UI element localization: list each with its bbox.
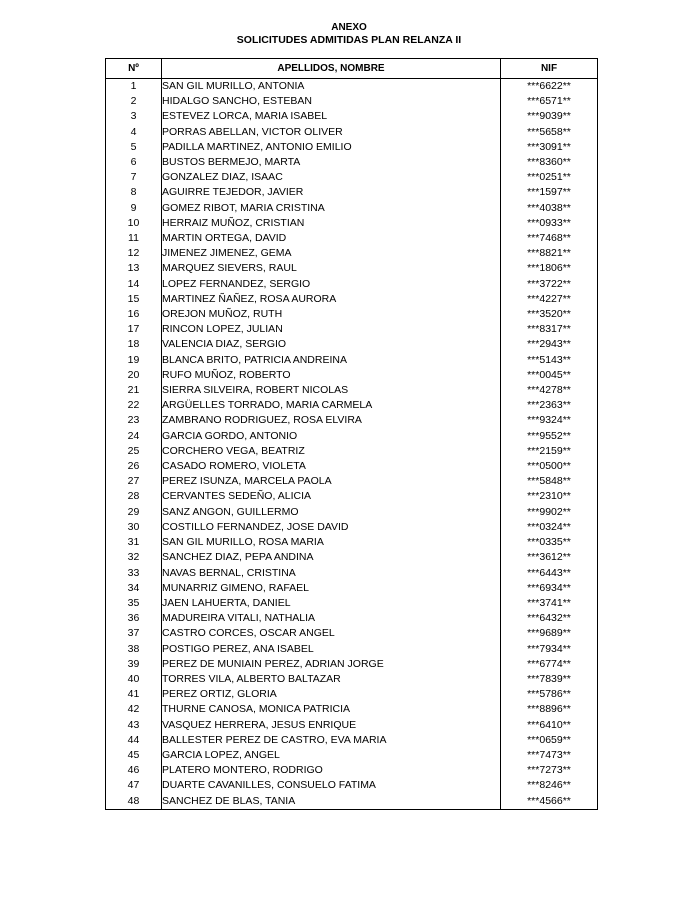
applicant-nif: ***9039** (501, 109, 598, 124)
row-number: 27 (106, 474, 162, 489)
applicant-name: SANCHEZ DE BLAS, TANIA (162, 794, 501, 810)
row-number: 44 (106, 733, 162, 748)
table-row (106, 231, 598, 246)
table-row (106, 459, 598, 474)
table-row (106, 413, 598, 428)
table-row (106, 626, 598, 641)
row-number: 47 (106, 778, 162, 793)
applicant-name: HIDALGO SANCHO, ESTEBAN (162, 94, 501, 109)
applicant-name: MARTIN ORTEGA, DAVID (162, 231, 501, 246)
applicant-name: BUSTOS BERMEJO, MARTA (162, 155, 501, 170)
applicant-nif: ***6410** (501, 718, 598, 733)
row-number: 15 (106, 292, 162, 307)
row-number: 6 (106, 155, 162, 170)
applicant-name: MARQUEZ SIEVERS, RAUL (162, 261, 501, 276)
applicant-name: JIMENEZ JIMENEZ, GEMA (162, 246, 501, 261)
applicant-nif: ***6571** (501, 94, 598, 109)
row-number: 48 (106, 794, 162, 810)
applicant-nif: ***7473** (501, 748, 598, 763)
applicant-name: BLANCA BRITO, PATRICIA ANDREINA (162, 353, 501, 368)
applicant-nif: ***8360** (501, 155, 598, 170)
row-number: 2 (106, 94, 162, 109)
applicant-nif: ***1806** (501, 261, 598, 276)
table-row (106, 94, 598, 109)
applicant-nif: ***2363** (501, 398, 598, 413)
applicant-nif: ***0251** (501, 170, 598, 185)
applicant-nif: ***8896** (501, 702, 598, 717)
table-row (106, 155, 598, 170)
table-row (106, 596, 598, 611)
row-number: 41 (106, 687, 162, 702)
applicant-name: GARCIA LOPEZ, ANGEL (162, 748, 501, 763)
row-number: 20 (106, 368, 162, 383)
table-row (106, 474, 598, 489)
applicant-name: TORRES VILA, ALBERTO BALTAZAR (162, 672, 501, 687)
applicant-nif: ***6774** (501, 657, 598, 672)
applicant-nif: ***6622** (501, 79, 598, 95)
row-number: 45 (106, 748, 162, 763)
applicant-nif: ***5658** (501, 125, 598, 140)
applicant-nif: ***0335** (501, 535, 598, 550)
row-number: 21 (106, 383, 162, 398)
applicant-nif: ***5143** (501, 353, 598, 368)
table-row (106, 535, 598, 550)
applicant-name: GARCIA GORDO, ANTONIO (162, 429, 501, 444)
table-row (106, 657, 598, 672)
applicant-nif: ***0045** (501, 368, 598, 383)
applicant-name: RUFO MUÑOZ, ROBERTO (162, 368, 501, 383)
table-row (106, 383, 598, 398)
applicant-nif: ***5786** (501, 687, 598, 702)
applicant-nif: ***3722** (501, 277, 598, 292)
row-number: 7 (106, 170, 162, 185)
table-row (106, 611, 598, 626)
table-row (106, 794, 598, 810)
row-number: 16 (106, 307, 162, 322)
table-row (106, 185, 598, 200)
applicant-nif: ***7839** (501, 672, 598, 687)
applicant-nif: ***3520** (501, 307, 598, 322)
table-row (106, 581, 598, 596)
applicants-table (105, 58, 598, 810)
applicant-name: NAVAS BERNAL, CRISTINA (162, 566, 501, 581)
table-row (106, 337, 598, 352)
applicant-nif: ***0324** (501, 520, 598, 535)
applicant-nif: ***9689** (501, 626, 598, 641)
applicant-nif: ***7273** (501, 763, 598, 778)
applicant-nif: ***3091** (501, 140, 598, 155)
applicant-name: COSTILLO FERNANDEZ, JOSE DAVID (162, 520, 501, 535)
applicant-name: LOPEZ FERNANDEZ, SERGIO (162, 277, 501, 292)
applicant-nif: ***0659** (501, 733, 598, 748)
column-header-nif: NIF (501, 59, 598, 79)
applicant-nif: ***9324** (501, 413, 598, 428)
row-number: 38 (106, 642, 162, 657)
table-row (106, 322, 598, 337)
applicant-name: CASADO ROMERO, VIOLETA (162, 459, 501, 474)
applicant-name: ARGÜELLES TORRADO, MARIA CARMELA (162, 398, 501, 413)
table-header-row (106, 59, 598, 79)
row-number: 42 (106, 702, 162, 717)
applicant-nif: ***2159** (501, 444, 598, 459)
applicant-nif: ***8317** (501, 322, 598, 337)
applicant-name: VALENCIA DIAZ, SERGIO (162, 337, 501, 352)
table-row (106, 307, 598, 322)
applicant-name: CORCHERO VEGA, BEATRIZ (162, 444, 501, 459)
applicant-name: PORRAS ABELLAN, VICTOR OLIVER (162, 125, 501, 140)
applicant-name: PEREZ DE MUNIAIN PEREZ, ADRIAN JORGE (162, 657, 501, 672)
row-number: 4 (106, 125, 162, 140)
table-row (106, 672, 598, 687)
table-row (106, 778, 598, 793)
row-number: 28 (106, 489, 162, 504)
applicant-name: SANCHEZ DIAZ, PEPA ANDINA (162, 550, 501, 565)
table-body (106, 79, 598, 810)
row-number: 40 (106, 672, 162, 687)
row-number: 29 (106, 505, 162, 520)
row-number: 5 (106, 140, 162, 155)
applicant-name: SAN GIL MURILLO, ANTONIA (162, 79, 501, 95)
row-number: 23 (106, 413, 162, 428)
column-header-number: Nº (106, 59, 162, 79)
row-number: 32 (106, 550, 162, 565)
table-row (106, 201, 598, 216)
applicant-name: DUARTE CAVANILLES, CONSUELO FATIMA (162, 778, 501, 793)
row-number: 14 (106, 277, 162, 292)
row-number: 12 (106, 246, 162, 261)
applicant-name: GOMEZ RIBOT, MARIA CRISTINA (162, 201, 501, 216)
applicant-name: OREJON MUÑOZ, RUTH (162, 307, 501, 322)
table-row (106, 261, 598, 276)
applicant-name: SAN GIL MURILLO, ROSA MARIA (162, 535, 501, 550)
table-row (106, 550, 598, 565)
applicant-nif: ***8246** (501, 778, 598, 793)
applicant-name: AGUIRRE TEJEDOR, JAVIER (162, 185, 501, 200)
table-row (106, 702, 598, 717)
applicant-name: SANZ ANGON, GUILLERMO (162, 505, 501, 520)
applicant-name: PEREZ ORTIZ, GLORIA (162, 687, 501, 702)
table-row (106, 489, 598, 504)
table-row (106, 520, 598, 535)
applicant-nif: ***2310** (501, 489, 598, 504)
applicant-name: ZAMBRANO RODRIGUEZ, ROSA ELVIRA (162, 413, 501, 428)
applicant-name: MUNARRIZ GIMENO, RAFAEL (162, 581, 501, 596)
table-row (106, 444, 598, 459)
applicant-nif: ***4566** (501, 794, 598, 810)
table-row (106, 246, 598, 261)
row-number: 17 (106, 322, 162, 337)
row-number: 18 (106, 337, 162, 352)
row-number: 3 (106, 109, 162, 124)
row-number: 24 (106, 429, 162, 444)
row-number: 46 (106, 763, 162, 778)
column-header-name: APELLIDOS, NOMBRE (162, 59, 501, 79)
table-row (106, 277, 598, 292)
row-number: 37 (106, 626, 162, 641)
row-number: 25 (106, 444, 162, 459)
table-row (106, 140, 598, 155)
row-number: 9 (106, 201, 162, 216)
row-number: 11 (106, 231, 162, 246)
applicant-name: CERVANTES SEDEÑO, ALICIA (162, 489, 501, 504)
table-row (106, 398, 598, 413)
table-row (106, 170, 598, 185)
table-row (106, 733, 598, 748)
applicant-name: PEREZ ISUNZA, MARCELA PAOLA (162, 474, 501, 489)
row-number: 13 (106, 261, 162, 276)
applicant-nif: ***9902** (501, 505, 598, 520)
row-number: 1 (106, 79, 162, 95)
applicant-nif: ***6443** (501, 566, 598, 581)
table-row (106, 566, 598, 581)
applicant-nif: ***5848** (501, 474, 598, 489)
table-row (106, 216, 598, 231)
applicant-name: MARTINEZ ÑAÑEZ, ROSA AURORA (162, 292, 501, 307)
table-row (106, 125, 598, 140)
table-row (106, 687, 598, 702)
table-row (106, 429, 598, 444)
applicant-nif: ***2943** (501, 337, 598, 352)
applicant-nif: ***4227** (501, 292, 598, 307)
applicant-name: BALLESTER PEREZ DE CASTRO, EVA MARIA (162, 733, 501, 748)
applicant-nif: ***0500** (501, 459, 598, 474)
table-row (106, 718, 598, 733)
applicant-nif: ***4038** (501, 201, 598, 216)
applicant-nif: ***1597** (501, 185, 598, 200)
applicant-name: SIERRA SILVEIRA, ROBERT NICOLAS (162, 383, 501, 398)
applicant-nif: ***8821** (501, 246, 598, 261)
row-number: 22 (106, 398, 162, 413)
table-row (106, 763, 598, 778)
applicant-name: HERRAIZ MUÑOZ, CRISTIAN (162, 216, 501, 231)
applicant-name: JAEN LAHUERTA, DANIEL (162, 596, 501, 611)
applicant-name: RINCON LOPEZ, JULIAN (162, 322, 501, 337)
table-row (106, 748, 598, 763)
applicant-name: MADUREIRA VITALI, NATHALIA (162, 611, 501, 626)
row-number: 39 (106, 657, 162, 672)
applicant-nif: ***6934** (501, 581, 598, 596)
table-row (106, 292, 598, 307)
applicant-name: CASTRO CORCES, OSCAR ANGEL (162, 626, 501, 641)
table-row (106, 109, 598, 124)
row-number: 43 (106, 718, 162, 733)
document-subtitle: SOLICITUDES ADMITIDAS PLAN RELANZA II (236, 34, 462, 46)
applicant-name: VASQUEZ HERRERA, JESUS ENRIQUE (162, 718, 501, 733)
applicant-name: ESTEVEZ LORCA, MARIA ISABEL (162, 109, 501, 124)
table-row (106, 368, 598, 383)
row-number: 34 (106, 581, 162, 596)
row-number: 35 (106, 596, 162, 611)
table-row (106, 353, 598, 368)
applicant-name: THURNE CANOSA, MONICA PATRICIA (162, 702, 501, 717)
applicant-name: POSTIGO PEREZ, ANA ISABEL (162, 642, 501, 657)
row-number: 33 (106, 566, 162, 581)
applicant-name: GONZALEZ DIAZ, ISAAC (162, 170, 501, 185)
row-number: 30 (106, 520, 162, 535)
applicant-nif: ***3741** (501, 596, 598, 611)
document-title: ANEXO (331, 22, 367, 33)
applicant-nif: ***0933** (501, 216, 598, 231)
table-row (106, 642, 598, 657)
applicant-nif: ***7468** (501, 231, 598, 246)
row-number: 10 (106, 216, 162, 231)
applicant-nif: ***4278** (501, 383, 598, 398)
applicant-nif: ***6432** (501, 611, 598, 626)
applicant-name: PADILLA MARTINEZ, ANTONIO EMILIO (162, 140, 501, 155)
document-header (0, 22, 698, 46)
table-row (106, 79, 598, 95)
applicant-nif: ***7934** (501, 642, 598, 657)
row-number: 8 (106, 185, 162, 200)
row-number: 36 (106, 611, 162, 626)
applicant-name: PLATERO MONTERO, RODRIGO (162, 763, 501, 778)
row-number: 31 (106, 535, 162, 550)
table-row (106, 505, 598, 520)
row-number: 19 (106, 353, 162, 368)
row-number: 26 (106, 459, 162, 474)
applicant-nif: ***9552** (501, 429, 598, 444)
applicant-nif: ***3612** (501, 550, 598, 565)
